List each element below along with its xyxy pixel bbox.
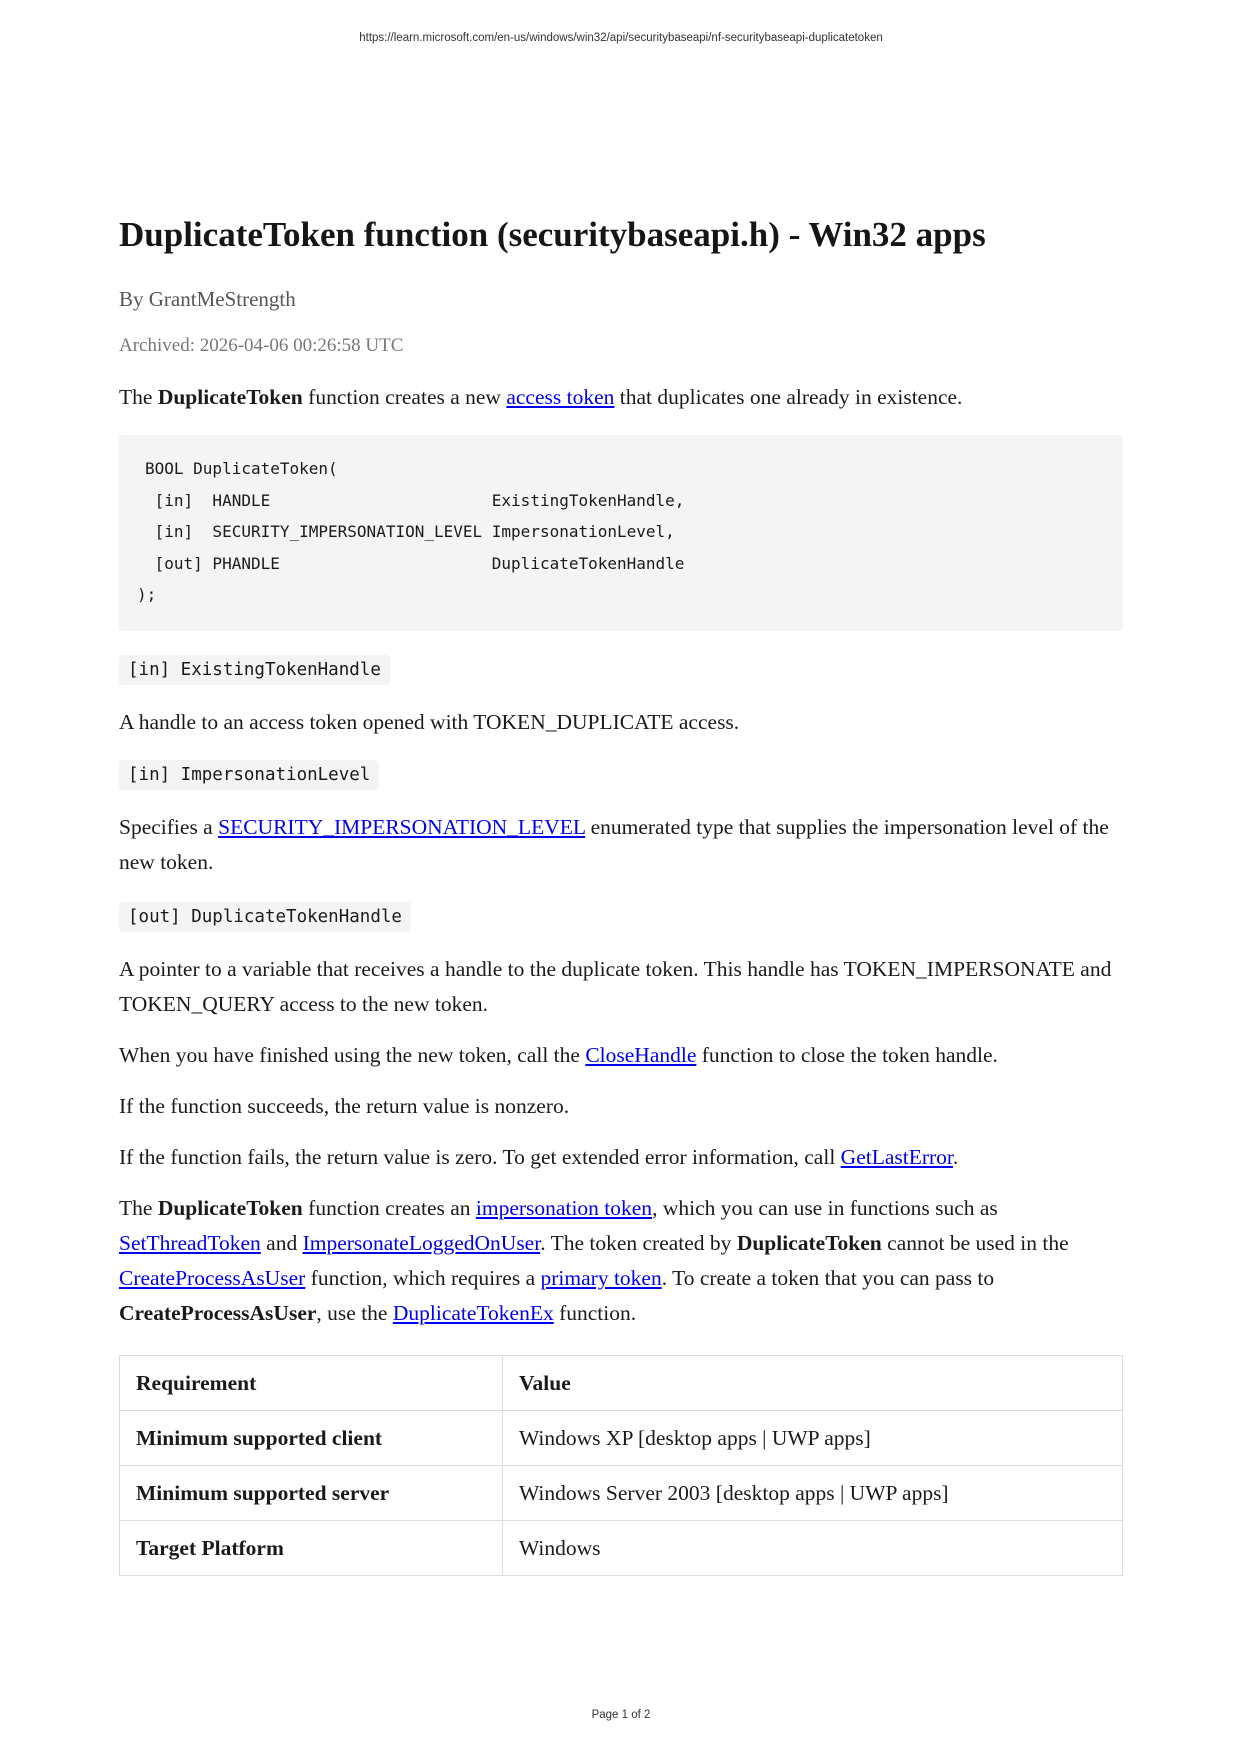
remarks-bold: DuplicateToken <box>157 1196 303 1220</box>
param-description <box>119 810 1123 880</box>
table-cell-value: Windows XP [desktop apps | UWP apps] <box>503 1411 1123 1466</box>
remarks-text: . To create a token that you can pass to <box>661 1266 995 1290</box>
code-line: ); <box>137 585 157 604</box>
table-header: Value <box>503 1356 1123 1411</box>
getlasterror-link[interactable]: GetLastError <box>840 1145 953 1169</box>
createprocessasuser-link[interactable]: CreateProcessAsUser <box>119 1266 306 1290</box>
intro-text: that duplicates one already in existence. <box>614 385 963 409</box>
intro-text: function creates a new <box>302 385 507 409</box>
return-value-failure <box>119 1140 1123 1175</box>
table-cell-value: Windows Server 2003 [desktop apps | UWP apps] <box>503 1466 1123 1521</box>
close-text: function to close the token handle. <box>696 1043 998 1067</box>
access-token-link[interactable]: access token <box>506 385 615 409</box>
param-label-existing-token-handle: [in] ExistingTokenHandle <box>119 655 390 685</box>
article-content <box>119 210 1123 1576</box>
code-line: [in] HANDLE ExistingTokenHandle, <box>145 490 685 510</box>
return-text: . <box>952 1145 959 1169</box>
close-text: When you have finished using the new token, call the <box>119 1043 586 1067</box>
code-line: [in] SECURITY_IMPERSONATION_LEVEL ImpersonationLevel, <box>145 522 675 541</box>
table-row <box>120 1521 1123 1576</box>
param-description: A pointer to a variable that receives a handle to the duplicate token. This handle has TOKEN_IMPERSONATE and TOKEN_QUERY access to the new token. <box>119 957 1112 1016</box>
impersonation-token-link[interactable]: impersonation token <box>475 1196 653 1220</box>
table-cell-requirement: Minimum supported client <box>120 1411 503 1466</box>
remarks-text: . The token created by <box>540 1231 737 1255</box>
intro-function-name: DuplicateToken <box>157 385 303 409</box>
remarks-text: cannot be used in the <box>881 1231 1069 1255</box>
byline: By GrantMeStrength <box>119 287 296 311</box>
table-row <box>120 1466 1123 1521</box>
impersonateloggedonuser-link[interactable]: ImpersonateLoggedOnUser <box>302 1231 541 1255</box>
remarks-bold: DuplicateToken <box>736 1231 882 1255</box>
security-impersonation-level-link[interactable]: SECURITY_IMPERSONATION_LEVEL <box>218 815 586 839</box>
page-url: https://learn.microsoft.com/en-us/windows/win32/api/securitybaseapi/nf-securitybaseapi-duplicatetoken <box>359 32 883 44</box>
intro-paragraph <box>119 380 1123 415</box>
table-header: Requirement <box>120 1356 503 1411</box>
param-label-impersonation-level: [in] ImpersonationLevel <box>119 760 379 790</box>
closehandle-link[interactable]: CloseHandle <box>585 1043 697 1067</box>
param-text: Specifies a <box>119 815 219 839</box>
primary-token-link[interactable]: primary token <box>540 1266 662 1290</box>
table-cell-value: Windows <box>503 1521 1123 1576</box>
remarks-text: , which you can use in functions such as <box>652 1196 998 1220</box>
remarks-text: function. <box>553 1301 637 1325</box>
page-footer: Page 1 of 2 <box>591 1709 651 1721</box>
remarks-text: function creates an <box>302 1196 476 1220</box>
param-label-duplicate-token-handle: [out] DuplicateTokenHandle <box>119 902 411 932</box>
table-header-row <box>120 1356 1123 1411</box>
return-value-success: If the function succeeds, the return value is nonzero. <box>119 1094 570 1118</box>
remarks-text: and <box>260 1231 303 1255</box>
close-handle-paragraph <box>119 1038 1123 1073</box>
code-line: [out] PHANDLE DuplicateTokenHandle <box>145 553 685 573</box>
code-line: BOOL DuplicateToken( <box>145 459 338 478</box>
intro-text: The <box>119 385 158 409</box>
duplicatetokenex-link[interactable]: DuplicateTokenEx <box>392 1301 554 1325</box>
remarks-text: , use the <box>316 1301 393 1325</box>
remarks-bold: CreateProcessAsUser <box>119 1301 317 1325</box>
requirements-table <box>119 1355 1123 1576</box>
remarks-paragraph <box>119 1191 1123 1331</box>
param-text: enumerated type that supplies the impersonation level of the new token. <box>119 815 1109 874</box>
table-cell-requirement: Minimum supported server <box>120 1466 503 1521</box>
table-cell-requirement: Target Platform <box>120 1521 503 1576</box>
setthreadtoken-link[interactable]: SetThreadToken <box>119 1231 261 1255</box>
param-description: A handle to an access token opened with TOKEN_DUPLICATE access. <box>119 710 740 734</box>
remarks-text: function, which requires a <box>305 1266 541 1290</box>
archived-timestamp: Archived: 2026-04-06 00:26:58 UTC <box>119 335 404 356</box>
table-row <box>120 1411 1123 1466</box>
page-title: DuplicateToken function (securitybaseapi.h) - Win32 apps <box>119 215 986 254</box>
syntax-code-block <box>119 435 1123 631</box>
remarks-text: The <box>119 1196 158 1220</box>
return-text: If the function fails, the return value is zero. To get extended error information, call <box>119 1145 841 1169</box>
